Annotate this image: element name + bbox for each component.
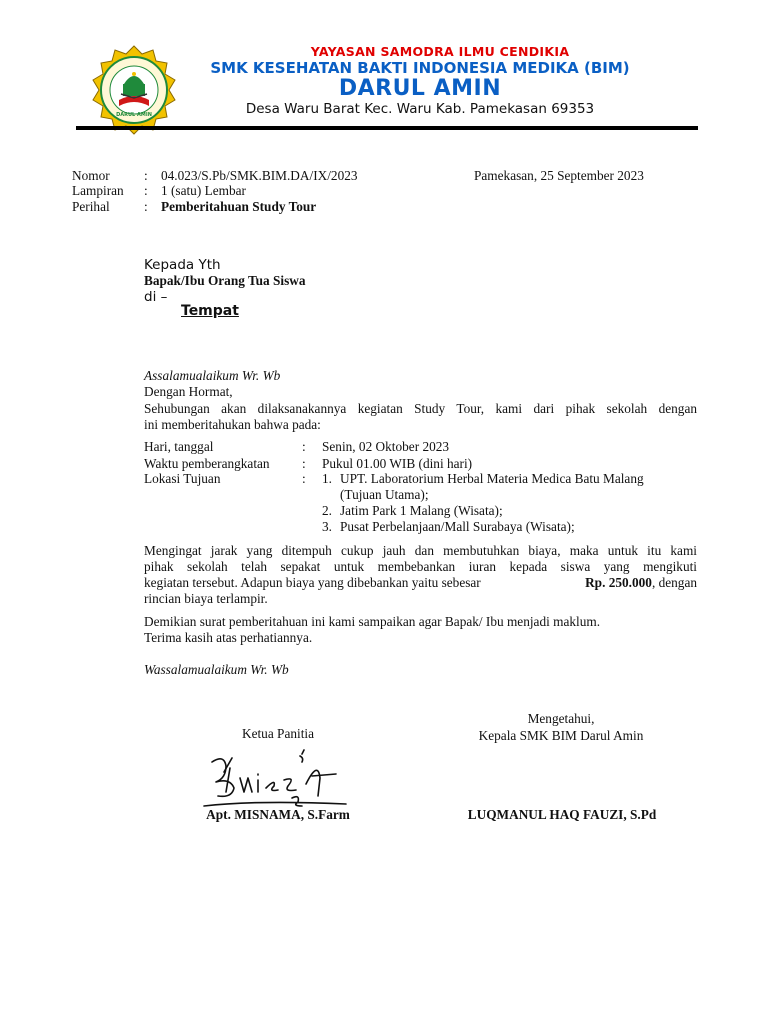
recipient-place: Tempat [181,303,239,319]
detail-label-time: Waktu pemberangkatan [144,456,270,471]
meta-value-attachment: 1 (satu) Lembar [161,183,246,198]
intro-line-1: Sehubungan akan dilaksanakannya kegiatan Study Tour, kami dari pihak sekolah dengan [144,401,697,416]
intro-line-2: ini memberitahukan bahwa pada: [144,417,321,432]
meta-value-subject: Pemberitahuan Study Tour [161,199,317,214]
recipient-greeting: Kepada Yth [144,257,221,273]
closing-line-2: Terima kasih atas perhatiannya. [144,630,313,645]
recipient-di: di – [144,289,168,305]
cost-line-3-tail [585,575,697,591]
school-brand: DARUL AMIN [338,76,502,101]
detail-colon: : [302,471,306,486]
cost-line-1: Mengingat jarak yang ditempuh cukup jauh dan membutuhkan biaya, maka untuk itu kami [144,543,697,558]
right-signatory-block [460,711,662,744]
detail-colon: : [302,456,306,471]
destination-item-note: (Tujuan Utama); [340,487,429,502]
right-signatory-pre: Mengetahui, [527,711,595,726]
left-signatory-title: Ketua Panitia [241,726,314,741]
opening-hormat: Dengan Hormat, [144,384,233,399]
destination-number: 1. [322,471,332,486]
meta-colon: : [144,199,148,214]
destination-number: 3. [322,519,332,534]
meta-label-number: Nomor [72,168,110,183]
meta-value-number: 04.023/S.Pb/SMK.BIM.DA/IX/2023 [161,168,358,183]
cost-line-2: pihak sekolah telah sepakat untuk membebankan iuran kepada siswa yang mengikuti [144,559,697,574]
detail-value-time: Pukul 01.00 WIB (dini hari) [322,456,473,471]
foundation-name: YAYASAN SAMODRA ILMU CENDIKIA [310,44,570,59]
cost-line-3-suffix: , dengan [651,575,697,590]
detail-label-date: Hari, tanggal [144,439,214,454]
handwritten-signature [196,748,356,816]
logo-caption: DARUL AMIN [116,112,152,118]
opening-salam: Assalamualaikum Wr. Wb [144,368,281,383]
right-signatory-title: Kepala SMK BIM Darul Amin [478,728,644,743]
destination-item: UPT. Laboratorium Herbal Materia Medica Batu Malang [340,471,644,486]
meta-colon: : [144,183,148,198]
closing-wassalam: Wassalamualaikum Wr. Wb [144,662,289,677]
school-name: SMK KESEHATAN BAKTI INDONESIA MEDIKA (BIM) [210,59,630,77]
cost-line-4: rincian biaya terlampir. [144,591,268,606]
cost-line-3-text: kegiatan tersebut. Adapun biaya yang dibebankan yaitu sebesar [144,575,481,590]
letter-date: Pamekasan, 25 September 2023 [474,168,644,183]
detail-value-date: Senin, 02 Oktober 2023 [322,439,450,454]
detail-colon: : [302,439,306,454]
left-signatory-name: Apt. MISNAMA, S.Farm [206,807,350,822]
destination-number: 2. [322,503,332,518]
meta-label-subject: Perihal [72,199,110,214]
destination-item: Pusat Perbelanjaan/Mall Surabaya (Wisata); [340,519,575,534]
right-signatory-name: LUQMANUL HAQ FAUZI, S.Pd [467,807,657,822]
meta-colon: : [144,168,148,183]
recipient-name: Bapak/Ibu Orang Tua Siswa [144,273,306,288]
cost-amount: Rp. 250.000 [585,575,652,590]
school-address: Desa Waru Barat Kec. Waru Kab. Pamekasan 69353 [245,101,595,117]
detail-label-destination: Lokasi Tujuan [144,471,221,486]
letterhead-divider [76,126,698,130]
closing-line-1: Demikian surat pemberitahuan ini kami sampaikan agar Bapak/ Ibu menjadi maklum. [144,614,601,629]
meta-label-attachment: Lampiran [72,183,124,198]
destination-item: Jatim Park 1 Malang (Wisata); [340,503,503,518]
cost-line-3 [144,575,697,591]
